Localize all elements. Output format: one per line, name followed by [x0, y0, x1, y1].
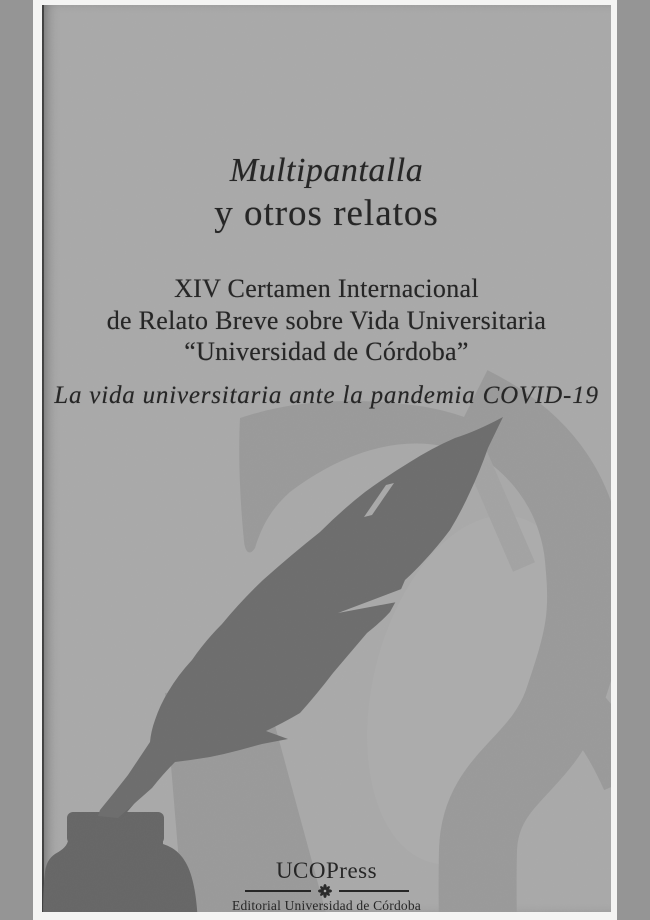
- book-title-line2: y otros relatos: [214, 193, 439, 234]
- contest-subtitle: [42, 273, 611, 368]
- book-title-line1: Multipantalla: [229, 152, 424, 189]
- quill-inkwell-illustration: [42, 5, 611, 912]
- scan-margin-left: [0, 0, 33, 920]
- publisher-imprint: Editorial Universidad de Córdoba: [232, 898, 421, 912]
- subtitle-line2: de Relato Breve sobre Vida Universitaria: [106, 305, 547, 335]
- edition-tagline: La vida universitaria ante la pandemia COVID-19: [54, 382, 599, 409]
- publisher-name: UCOPress: [275, 858, 378, 883]
- subtitle-line1: XIV Certamen Internacional: [174, 274, 479, 303]
- publisher-rule-right: [339, 890, 409, 892]
- scan-grain-texture: [42, 5, 611, 912]
- publisher-rule-left: [245, 890, 311, 892]
- subtitle-line3: “Universidad de Córdoba”: [184, 337, 469, 366]
- publisher-rule-row: [245, 884, 409, 897]
- flower-asterisk-icon: [318, 884, 332, 898]
- scan-margin-right: [617, 0, 650, 920]
- book-cover: [42, 5, 611, 912]
- publisher-block: [42, 859, 611, 912]
